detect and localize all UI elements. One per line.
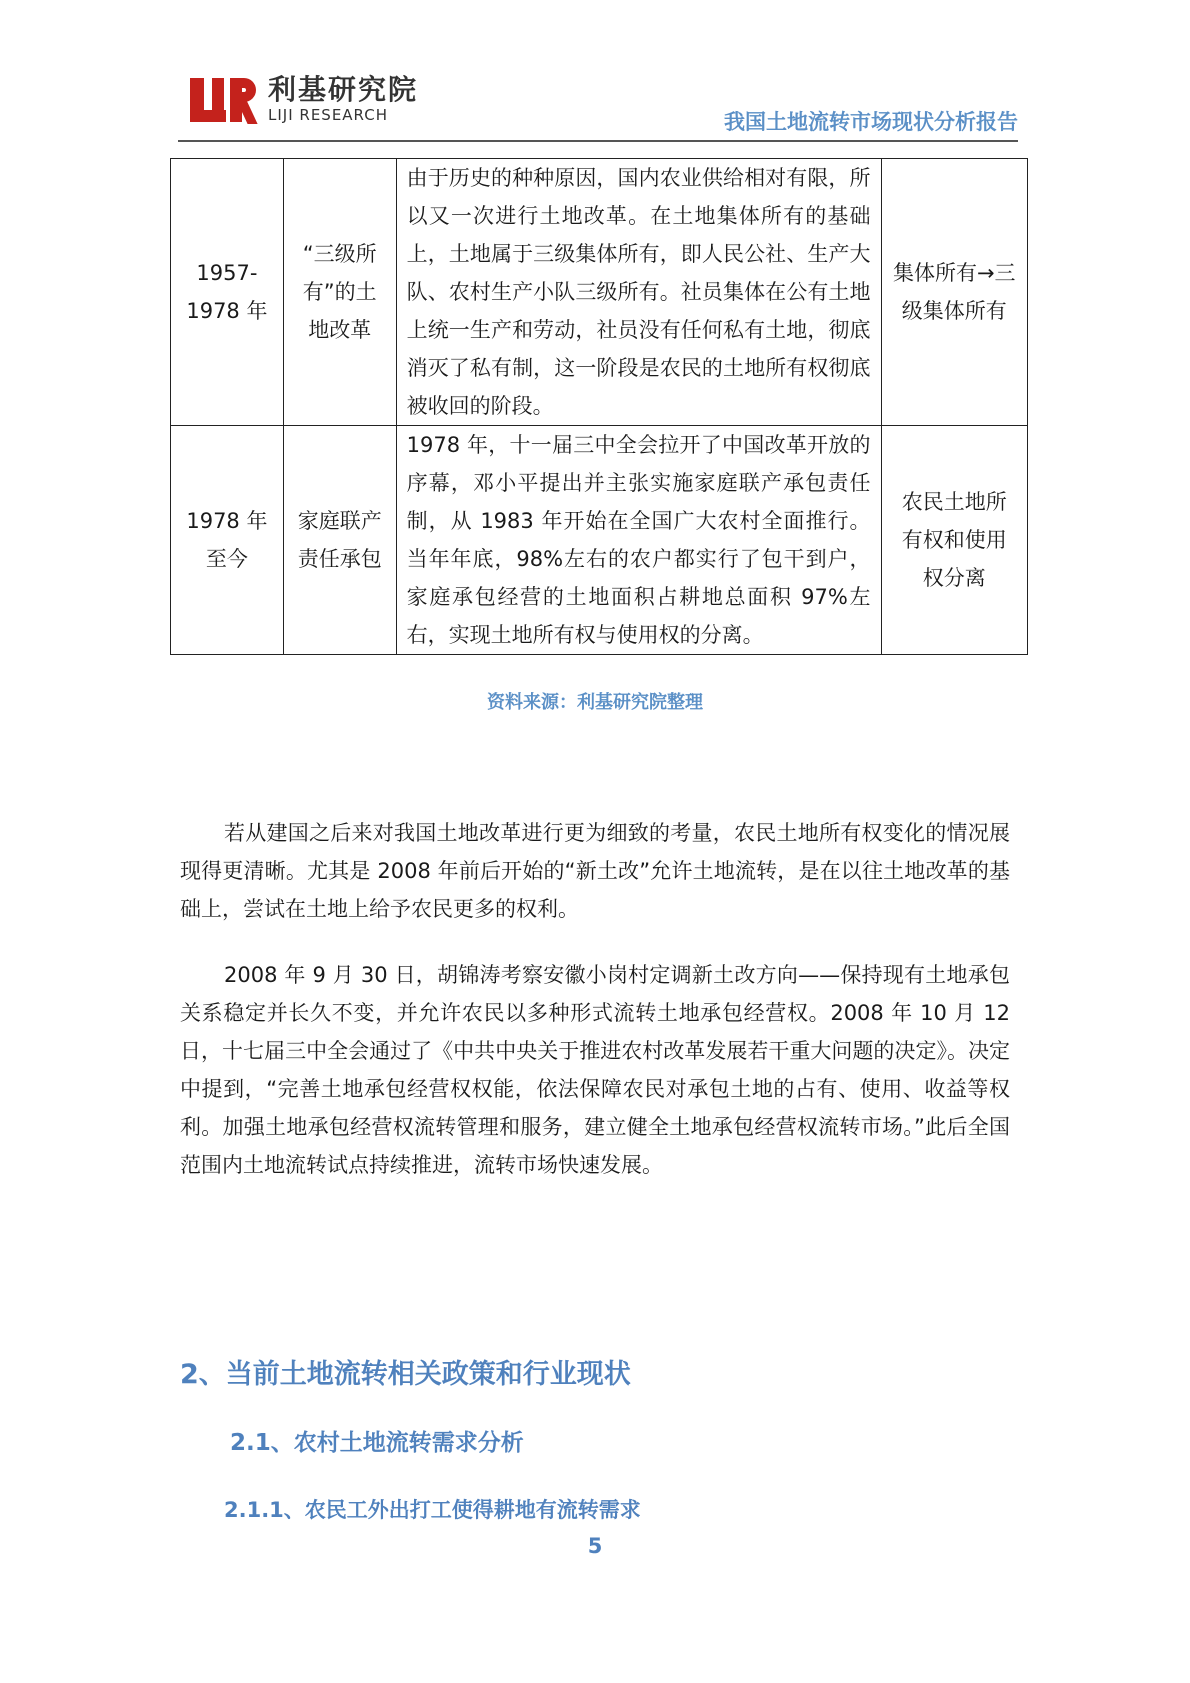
subsection-heading: 2.1、农村土地流转需求分析 <box>230 1430 524 1456</box>
body-paragraph: 若从建国之后来对我国土地改革进行更为细致的考量，农民土地所有权变化的情况展现得更清晰。尤其是 2008 年前后开始的“新土改”允许土地流转，是在以往土地改革的基础上，尝试在土地上给予农民更多的权利。 <box>180 821 1010 921</box>
section-heading: 2、当前土地流转相关政策和行业现状 <box>180 1359 631 1390</box>
period-cell: 1957-1978 年 <box>171 159 284 426</box>
logo-mark-icon <box>190 74 260 126</box>
table-source: 资料来源：利基研究院整理 <box>487 692 703 713</box>
page-header <box>178 70 1018 142</box>
report-title: 我国土地流转市场现状分析报告 <box>724 110 1018 134</box>
logo-cn-text: 利基研究院 <box>268 73 419 106</box>
description-cell: 由于历史的种种原因，国内农业供给相对有限，所以又一次进行土地改革。在土地集体所有的基础上，土地属于三级集体所有，即人民公社、生产大队、农村生产小队三级所有。社员集体在公有土地上统一生产和劳动，社员没有任何私有土地，彻底消灭了私有制，这一阶段是农民的土地所有权彻底被收回的阶段。 <box>396 159 881 426</box>
subsubsection-heading: 2.1.1、农民工外出打工使得耕地有流转需求 <box>224 1498 641 1522</box>
logo-en-text: LIJI RESEARCH <box>268 106 388 124</box>
description-cell: 1978 年，十一届三中全会拉开了中国改革开放的序幕，邓小平提出并主张实施家庭联产承包责任制，从 1983 年开始在全国广大农村全面推行。当年年底，98%左右的农户都实行了包干到户，家庭承包经营的土地面积占耕地总面积 97%左右，实现土地所有权与使用权的分离。 <box>396 426 881 655</box>
table-row <box>171 159 1028 426</box>
reform-name-cell: “三级所有”的土地改革 <box>283 159 396 426</box>
period-cell: 1978 年至今 <box>171 426 284 655</box>
history-table <box>170 158 1028 655</box>
table-row <box>171 426 1028 655</box>
page-number: 5 <box>587 1534 603 1558</box>
ownership-change-cell: 集体所有→三级集体所有 <box>881 159 1027 426</box>
body-paragraph: 2008 年 9 月 30 日，胡锦涛考察安徽小岗村定调新土改方向——保持现有土地承包关系稳定并长久不变，并允许农民以多种形式流转土地承包经营权。2008 年 10 月 12 日，十七届三中全会通过了《中共中央关于推进农村改革发展若干重大问题的决定》。决定中提到，“完善土地承包经营权权能，依法保障农民对承包土地的占有、使用、收益等权利。加强土地承包经营权流转管理和服务，建立健全土地承包经营权流转市场。”此后全国范围内土地流转试点持续推进，流转市场快速发展。 <box>180 963 1010 1177</box>
reform-name-cell: 家庭联产责任承包 <box>283 426 396 655</box>
ownership-change-cell: 农民土地所有权和使用权分离 <box>881 426 1027 655</box>
logo <box>190 74 418 126</box>
